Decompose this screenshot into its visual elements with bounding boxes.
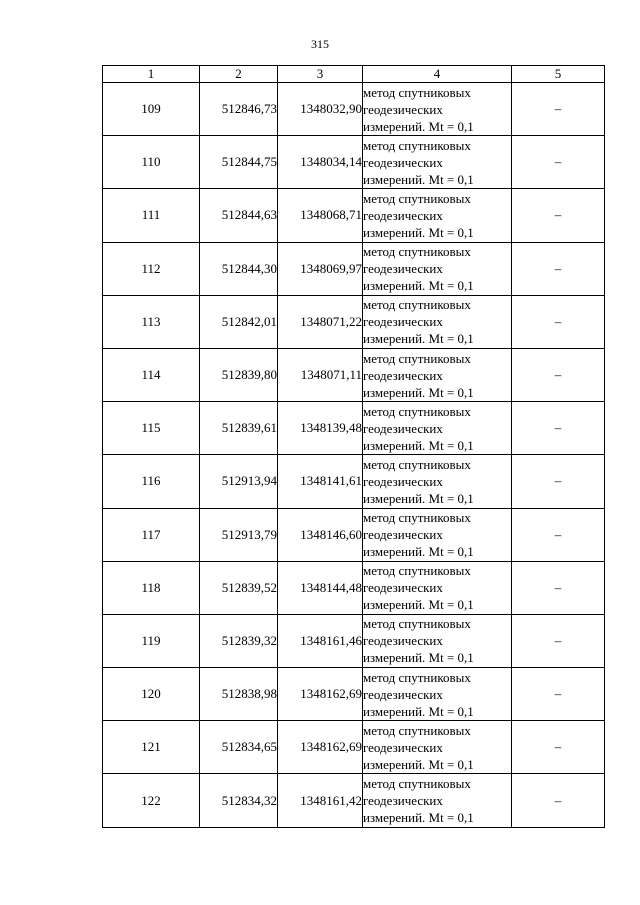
coordinate-y: 1348069,97 — [278, 242, 363, 295]
table-body — [103, 83, 605, 828]
table-row — [103, 614, 605, 667]
coordinate-x: 512913,79 — [200, 508, 278, 561]
table-row — [103, 136, 605, 189]
method-line: геодезических — [363, 101, 443, 117]
coordinate-y: 1348144,48 — [278, 561, 363, 614]
coordinate-x: 512844,75 — [200, 136, 278, 189]
method-line: геодезических — [363, 314, 443, 330]
header-col-3: 3 — [278, 66, 363, 83]
method-cell — [363, 455, 512, 508]
point-number: 116 — [103, 455, 200, 508]
method-line: геодезических — [363, 154, 443, 170]
coordinate-x: 512844,30 — [200, 242, 278, 295]
method-line: измерений. Mt = 0,1 — [363, 224, 474, 240]
table-row — [103, 242, 605, 295]
point-number: 112 — [103, 242, 200, 295]
table-row — [103, 402, 605, 455]
point-number: 121 — [103, 721, 200, 774]
coordinate-y: 1348141,61 — [278, 455, 363, 508]
coordinate-x: 512839,61 — [200, 402, 278, 455]
coordinate-x: 512834,65 — [200, 721, 278, 774]
point-number: 110 — [103, 136, 200, 189]
method-cell — [363, 189, 512, 242]
table-row — [103, 455, 605, 508]
method-line: геодезических — [363, 473, 443, 489]
note-cell: – — [512, 508, 605, 561]
point-number: 122 — [103, 774, 200, 827]
point-number: 111 — [103, 189, 200, 242]
point-number: 113 — [103, 295, 200, 348]
note-cell: – — [512, 295, 605, 348]
method-cell — [363, 136, 512, 189]
method-cell — [363, 508, 512, 561]
method-cell — [363, 295, 512, 348]
coordinate-x: 512838,98 — [200, 668, 278, 721]
table-row — [103, 189, 605, 242]
point-number: 120 — [103, 668, 200, 721]
method-line: измерений. Mt = 0,1 — [363, 331, 474, 347]
coordinate-y: 1348139,48 — [278, 402, 363, 455]
table-row — [103, 348, 605, 401]
note-cell: – — [512, 721, 605, 774]
coordinate-x: 512834,32 — [200, 774, 278, 827]
coordinate-y: 1348161,42 — [278, 774, 363, 827]
note-cell: – — [512, 561, 605, 614]
header-col-5: 5 — [512, 66, 605, 83]
note-cell: – — [512, 189, 605, 242]
coordinate-x: 512839,52 — [200, 561, 278, 614]
coordinate-x: 512842,01 — [200, 295, 278, 348]
header-col-1: 1 — [103, 66, 200, 83]
method-line: метод спутниковых — [363, 244, 471, 260]
table-row — [103, 774, 605, 827]
method-line: измерений. Mt = 0,1 — [363, 437, 474, 453]
method-line: геодезических — [363, 527, 443, 543]
method-line: геодезических — [363, 207, 443, 223]
method-line: метод спутниковых — [363, 297, 471, 313]
method-line: метод спутниковых — [363, 510, 471, 526]
table-row — [103, 508, 605, 561]
coordinate-y: 1348068,71 — [278, 189, 363, 242]
point-number: 119 — [103, 614, 200, 667]
page-number: 315 — [311, 37, 329, 51]
method-cell — [363, 614, 512, 667]
coordinate-y: 1348032,90 — [278, 83, 363, 136]
coordinate-x: 512839,80 — [200, 348, 278, 401]
method-line: измерений. Mt = 0,1 — [363, 650, 474, 666]
method-line: метод спутниковых — [363, 350, 471, 366]
method-line: метод спутниковых — [363, 190, 471, 206]
table-row — [103, 83, 605, 136]
method-line: метод спутниковых — [363, 456, 471, 472]
note-cell: – — [512, 774, 605, 827]
method-line: геодезических — [363, 686, 443, 702]
point-number: 114 — [103, 348, 200, 401]
method-line: метод спутниковых — [363, 616, 471, 632]
method-line: измерений. Mt = 0,1 — [363, 490, 474, 506]
method-line: геодезических — [363, 420, 443, 436]
table-row — [103, 721, 605, 774]
coordinate-x: 512844,63 — [200, 189, 278, 242]
note-cell: – — [512, 83, 605, 136]
coordinate-y: 1348071,11 — [278, 348, 363, 401]
method-line: метод спутниковых — [363, 669, 471, 685]
method-line: измерений. Mt = 0,1 — [363, 118, 474, 134]
header-col-4: 4 — [363, 66, 512, 83]
coordinate-y: 1348161,46 — [278, 614, 363, 667]
method-line: измерений. Mt = 0,1 — [363, 703, 474, 719]
coordinate-y: 1348146,60 — [278, 508, 363, 561]
note-cell: – — [512, 668, 605, 721]
method-cell — [363, 774, 512, 827]
method-cell — [363, 402, 512, 455]
method-line: метод спутниковых — [363, 776, 471, 792]
note-cell: – — [512, 402, 605, 455]
note-cell: – — [512, 136, 605, 189]
method-line: геодезических — [363, 261, 443, 277]
method-line: геодезических — [363, 580, 443, 596]
method-line: геодезических — [363, 793, 443, 809]
table-row — [103, 561, 605, 614]
method-line: измерений. Mt = 0,1 — [363, 544, 474, 560]
coordinate-y: 1348071,22 — [278, 295, 363, 348]
point-number: 115 — [103, 402, 200, 455]
method-line: метод спутниковых — [363, 563, 471, 579]
method-cell — [363, 83, 512, 136]
coordinate-y: 1348162,69 — [278, 668, 363, 721]
note-cell: – — [512, 614, 605, 667]
coordinate-x: 512839,32 — [200, 614, 278, 667]
method-cell — [363, 242, 512, 295]
method-line: метод спутниковых — [363, 722, 471, 738]
method-cell — [363, 348, 512, 401]
coordinates-table — [102, 65, 605, 828]
method-line: геодезических — [363, 367, 443, 383]
note-cell: – — [512, 455, 605, 508]
point-number: 118 — [103, 561, 200, 614]
method-line: метод спутниковых — [363, 84, 471, 100]
method-cell — [363, 721, 512, 774]
method-cell — [363, 668, 512, 721]
coordinate-y: 1348034,14 — [278, 136, 363, 189]
method-line: метод спутниковых — [363, 403, 471, 419]
method-line: измерений. Mt = 0,1 — [363, 171, 474, 187]
coordinate-y: 1348162,69 — [278, 721, 363, 774]
method-line: измерений. Mt = 0,1 — [363, 597, 474, 613]
table-row — [103, 668, 605, 721]
method-line: измерений. Mt = 0,1 — [363, 756, 474, 772]
method-line: измерений. Mt = 0,1 — [363, 384, 474, 400]
method-line: геодезических — [363, 739, 443, 755]
method-line: измерений. Mt = 0,1 — [363, 810, 474, 826]
table-header-row — [103, 66, 605, 83]
point-number: 117 — [103, 508, 200, 561]
point-number: 109 — [103, 83, 200, 136]
coordinate-x: 512913,94 — [200, 455, 278, 508]
method-line: геодезических — [363, 633, 443, 649]
coordinate-x: 512846,73 — [200, 83, 278, 136]
note-cell: – — [512, 242, 605, 295]
note-cell: – — [512, 348, 605, 401]
header-col-2: 2 — [200, 66, 278, 83]
method-line: метод спутниковых — [363, 137, 471, 153]
method-cell — [363, 561, 512, 614]
table-row — [103, 295, 605, 348]
method-line: измерений. Mt = 0,1 — [363, 278, 474, 294]
